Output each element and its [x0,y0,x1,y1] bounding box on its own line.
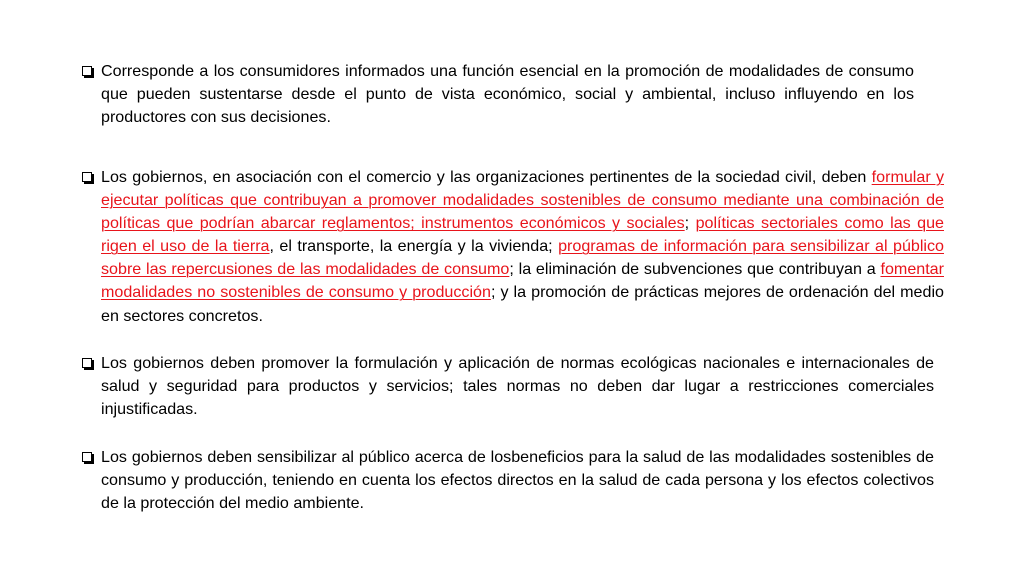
text-segment: , el transporte, la energía y la vivienda; [269,237,559,256]
highlighted-segment: formular y ejecutar políticas que contribuyan a promover modalidades sostenibles de consumo mediante una combinación de políticas que podrían abarcar reglamentos; instrumentos económicos y sociales [101,168,945,233]
bullet-sensibilizar-publico [82,446,934,515]
checkbox-square-icon [82,358,92,368]
bullet-text: Los gobiernos deben promover la formulación y aplicación de normas ecológicas nacionales e internacionales de salud y seguridad para productos y servicios; tales normas no deben dar lugar a restricciones comerciales injustificadas. [101,354,934,419]
highlighted-segment: programas de información para sensibilizar al público sobre las repercusiones de las modalidades de consumo [101,237,944,279]
checkbox-square-icon [82,66,92,76]
bullet-text [101,166,944,328]
checkbox-square-icon [82,172,92,182]
bullet-gobiernos-politicas [82,166,944,328]
text-segment: ; y la promoción de prácticas mejores de ordenación del medio en sectores concretos. [101,283,944,325]
bullet-text: Los gobiernos deben sensibilizar al público acerca de losbeneficios para la salud de las modalidades sostenibles de consumo y producción, teniendo en cuenta los efectos directos en la salud de cada persona y los efectos colectivos de la protección del medio ambiente. [101,448,934,513]
checkbox-square-icon [82,452,92,462]
text-segment: Los gobiernos, en asociación con el comercio y las organizaciones pertinentes de la sociedad civil, deben [101,168,872,186]
bullet-normas-ecologicas [82,352,934,421]
bullet-text: Corresponde a los consumidores informados una función esencial en la promoción de modalidades de consumo que pueden sustentarse desde el punto de vista económico, social y ambiental, incluso influyendo en los productores con sus decisiones. [101,62,914,127]
text-segment: ; la eliminación de subvenciones que contribuyan a [509,260,881,279]
text-segment: ; [684,214,696,233]
highlighted-segment: políticas sectoriales como las que rigen el uso de la tierra [101,214,944,256]
bullet-consumidores [82,60,914,129]
highlighted-segment: fomentar modalidades no sostenibles de consumo y producción [101,260,944,302]
